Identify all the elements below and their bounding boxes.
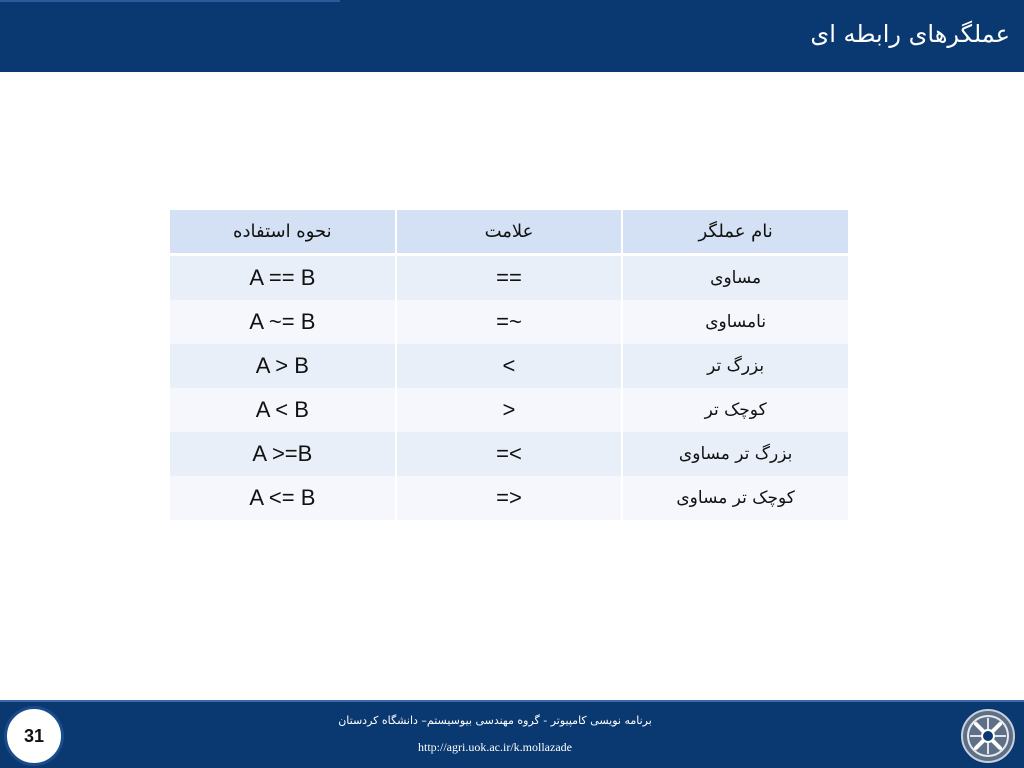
footer-url: http://agri.uok.ac.ir/k.mollazade [418,740,572,754]
cell-usage: A > B [169,344,396,388]
cell-usage: A ~= B [169,300,396,344]
header-usage: نحوه استفاده [169,210,396,255]
slide-title: عملگرهای رابطه ای [810,20,1010,48]
cell-operator-name: نامساوی [622,300,849,344]
page-number-badge: 31 [4,706,64,766]
university-logo-icon [960,708,1016,764]
slide-header [0,0,1024,72]
slide-footer [0,700,1024,768]
cell-usage: A >=B [169,432,396,476]
cell-operator-name: مساوی [622,255,849,301]
header-operator-name: نام عملگر [622,210,849,255]
cell-symbol: == [396,255,623,301]
cell-symbol: ~= [396,300,623,344]
cell-usage: A < B [169,388,396,432]
cell-operator-name: کوچک تر [622,388,849,432]
header-symbol: علامت [396,210,623,255]
footer-accent-line [0,700,1024,702]
cell-symbol: >= [396,432,623,476]
table-row [169,300,849,344]
cell-symbol: <= [396,476,623,520]
cell-symbol: < [396,388,623,432]
header-accent-line [0,0,340,2]
cell-operator-name: بزرگ تر مساوی [622,432,849,476]
table-row [169,388,849,432]
cell-usage: A == B [169,255,396,301]
cell-operator-name: کوچک تر مساوی [622,476,849,520]
table-row [169,344,849,388]
cell-symbol: > [396,344,623,388]
relational-operators-table [168,210,850,520]
cell-operator-name: بزرگ تر [622,344,849,388]
footer-course-text: برنامه نویسی کامپیوتر - گروه مهندسی بیوسیستم– دانشگاه کردستان [338,714,652,727]
table-row [169,476,849,520]
cell-usage: A <= B [169,476,396,520]
table-row [169,432,849,476]
table-row [169,255,849,301]
table-header-row [169,210,849,255]
